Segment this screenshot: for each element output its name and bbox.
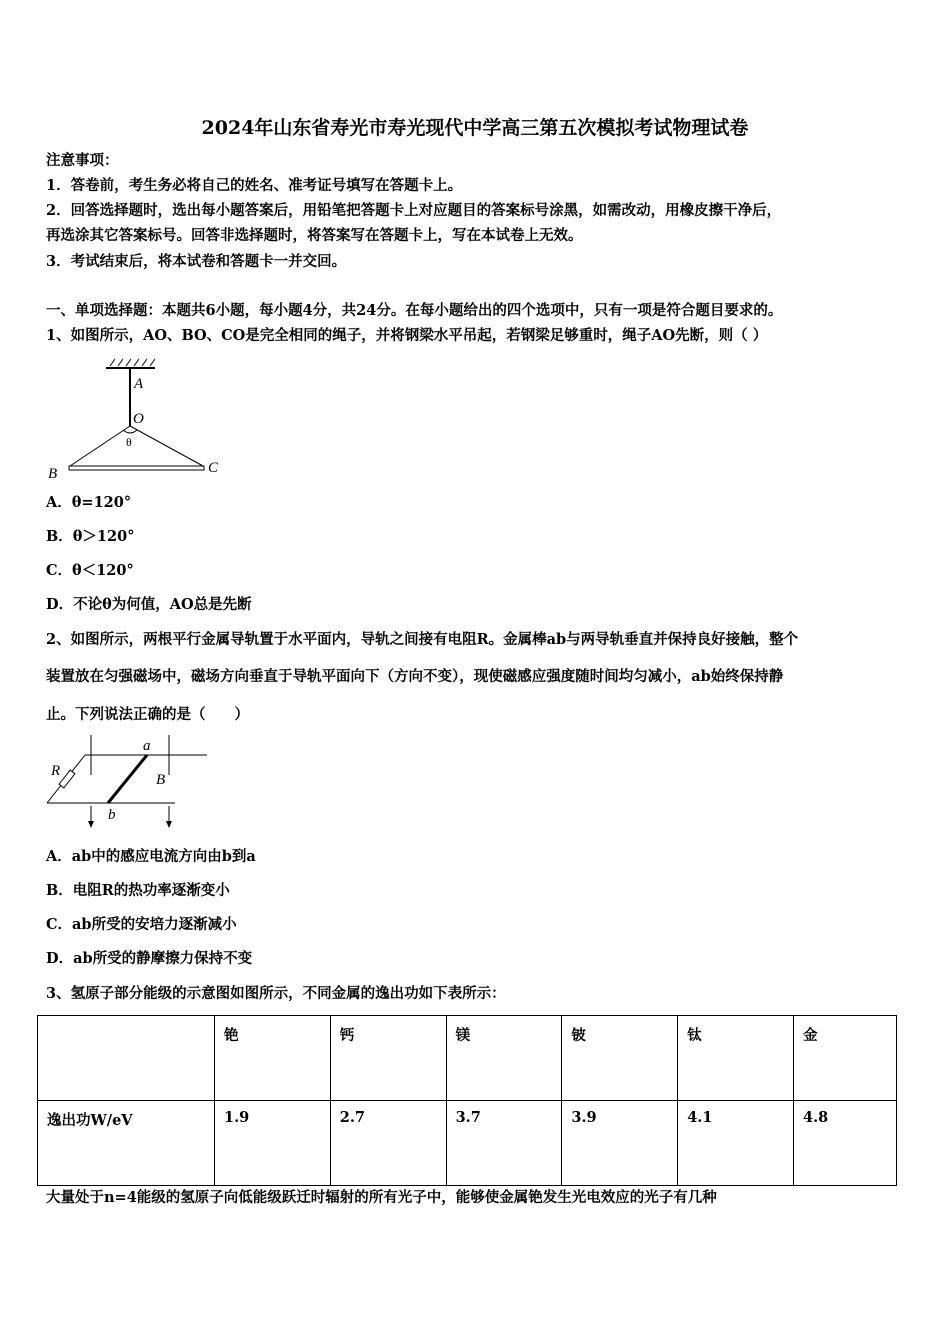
table-cell	[38, 1016, 215, 1101]
table-cell: 3.9	[562, 1101, 678, 1186]
q2-option-d: D．ab所受的静摩擦力保持不变	[46, 950, 253, 967]
label-b: b	[108, 807, 116, 823]
notice-item: 2．回答选择题时，选出每小题答案后，用铅笔把答题卡上对应题目的答案标号涂黑，如需改动，用橡皮擦干净后，	[46, 202, 782, 219]
q1-option-a: A．θ=120°	[46, 494, 132, 511]
table-cell: 4.8	[794, 1101, 897, 1186]
table-cell: 金	[794, 1016, 897, 1101]
q2-option-b: B．电阻R的热功率逐渐变小	[46, 882, 230, 899]
label-theta: θ	[126, 435, 132, 449]
table-cell: 4.1	[678, 1101, 794, 1186]
q1-option-c: C．θ＜120°	[46, 562, 134, 579]
table-cell: 2.7	[330, 1101, 446, 1186]
notice-item: 再选涂其它答案标号。回答非选择题时，将答案写在答题卡上，写在本试卷上无效。	[46, 227, 583, 244]
table-cell: 镁	[446, 1016, 562, 1101]
page-title: 2024年山东省寿光市寿光现代中学高三第五次模拟考试物理试卷	[201, 117, 749, 139]
table-cell: 逸出功W/eV	[38, 1101, 215, 1186]
q2-stem-line: 装置放在匀强磁场中，磁场方向垂直于导轨平面向下（方向不变），现使磁感应强度随时间均匀减小，ab始终保持静	[46, 668, 784, 685]
q2-stem-line: 止。下列说法正确的是（ ）	[46, 706, 249, 723]
q1-stem: 1、如图所示，AO、BO、CO是完全相同的绳子，并将钢梁水平吊起，若钢梁足够重时，绳子AO先断，则（ ）	[46, 327, 768, 344]
label-a: a	[143, 738, 151, 754]
label-a: A	[134, 376, 144, 392]
q1-figure	[40, 350, 240, 490]
notice-item: 1．答卷前，考生务必将自己的姓名、准考证号填写在答题卡上。	[46, 177, 463, 194]
q2-option-a: A．ab中的感应电流方向由b到a	[46, 848, 256, 865]
q1-option-b: B．θ＞120°	[46, 528, 135, 545]
notice-heading: 注意事项：	[46, 152, 119, 169]
label-c: C	[208, 460, 219, 476]
label-r: R	[51, 763, 61, 779]
table-cell: 3.7	[446, 1101, 562, 1186]
table-cell: 钙	[330, 1016, 446, 1101]
table-cell: 铯	[215, 1016, 331, 1101]
table-cell: 铍	[562, 1016, 678, 1101]
q2-figure	[40, 730, 240, 830]
section-heading: 一、单项选择题：本题共6小题，每小题4分，共24分。在每小题给出的四个选项中，只有一项是符合题目要求的。	[46, 302, 783, 319]
table-row	[38, 1101, 897, 1186]
q3-tail: 大量处于n=4能级的氢原子向低能级跃迁时辐射的所有光子中，能够使金属铯发生光电效应的光子有几种	[46, 1189, 717, 1206]
table-cell: 1.9	[215, 1101, 331, 1186]
q3-stem: 3、氢原子部分能级的示意图如图所示，不同金属的逸出功如下表所示：	[46, 985, 506, 1002]
notice-item: 3．考试结束后，将本试卷和答题卡一并交回。	[46, 253, 347, 270]
q2-stem-line: 2、如图所示，两根平行金属导轨置于水平面内，导轨之间接有电阻R。金属棒ab与两导轨垂直并保持良好接触，整个	[46, 631, 799, 648]
q2-option-c: C．ab所受的安培力逐渐减小	[46, 916, 237, 933]
label-o: O	[133, 411, 144, 427]
label-field: B	[156, 772, 166, 788]
table-header-row	[38, 1016, 897, 1101]
work-function-table	[37, 1015, 897, 1186]
label-b: B	[48, 466, 58, 482]
table-cell: 钛	[678, 1016, 794, 1101]
q1-option-d: D．不论θ为何值，AO总是先断	[46, 596, 252, 613]
